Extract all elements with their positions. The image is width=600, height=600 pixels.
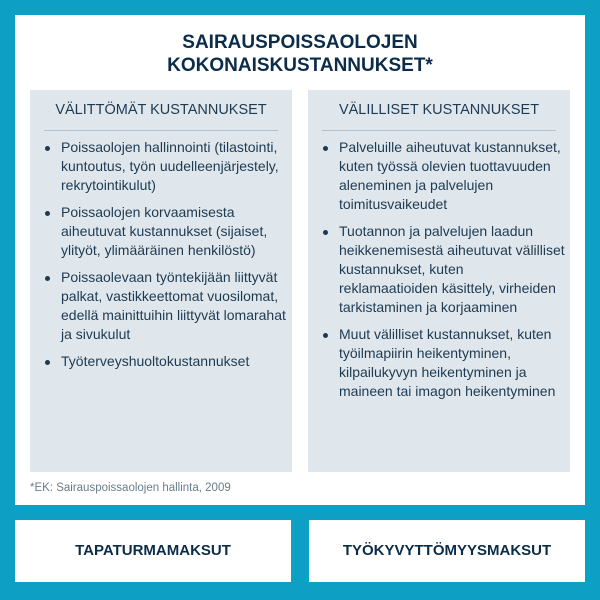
divider <box>44 130 278 131</box>
indirect-costs-list <box>322 138 566 409</box>
direct-costs-panel <box>30 90 292 472</box>
indirect-costs-heading: VÄLILLISET KUSTANNUKSET <box>338 102 540 118</box>
list-item-text: Tuotannon ja palvelujen laadun heikkenemisestä aiheutuvat välilliset kustannukset, kuten reklamaatioiden käsittely, virheiden tarkistaminen ja korjaaminen <box>339 223 565 315</box>
bullet-icon <box>45 360 50 365</box>
list-item-text: Poissaolojen korvaamisesta aiheutuvat kustannukset (sijaiset, ylityöt, ylimääräinen henkilöstö) <box>61 204 268 258</box>
list-item-text: Muut välilliset kustannukset, kuten työilmapiirin heikentyminen, kilpailukyvyn heikentyminen ja maineen tai imagon heikentyminen <box>339 326 556 399</box>
list-item <box>322 138 566 214</box>
bullet-icon <box>323 333 328 338</box>
diagram-title <box>15 31 585 77</box>
disability-payments-box: TYÖKYVYTTÖMYYSMAKSUT <box>309 520 585 582</box>
list-item-text: Poissaolevaan työntekijään liittyvät palkat, vastikkeettomat vuosilomat, edellä mainittuihin liittyvät lomarahat ja sivukulut <box>61 269 286 342</box>
list-item <box>44 203 288 260</box>
cost-card <box>15 15 585 505</box>
bullet-icon <box>323 230 328 235</box>
bullet-icon <box>323 146 328 151</box>
direct-costs-list <box>44 138 288 379</box>
title-line-2: KOKONAISKUSTANNUKSET* <box>167 55 433 76</box>
title-line-1: SAIRAUSPOISSAOLOJEN <box>182 32 418 53</box>
list-item <box>322 325 566 401</box>
divider <box>322 130 556 131</box>
list-item-text: Poissaolojen hallinnointi (tilastointi, kuntoutus, työn uudelleenjärjestely, rekrytointikulut) <box>61 139 279 193</box>
list-item <box>44 138 288 195</box>
list-item <box>322 222 566 317</box>
list-item-text: Työterveyshuoltokustannukset <box>61 353 250 369</box>
direct-costs-heading: VÄLITTÖMÄT KUSTANNUKSET <box>55 102 267 118</box>
list-item <box>44 352 288 371</box>
indirect-costs-panel <box>308 90 570 472</box>
list-item-text: Palveluille aiheutuvat kustannukset, kuten työssä olevien tuottavuuden aleneminen ja palvelujen toimitusvaikeudet <box>339 139 561 212</box>
source-footnote: *EK: Sairauspoissaolojen hallinta, 2009 <box>30 482 231 494</box>
bullet-icon <box>45 276 50 281</box>
bullet-icon <box>45 146 50 151</box>
list-item <box>44 268 288 344</box>
accident-insurance-box: TAPATURMAMAKSUT <box>15 520 291 582</box>
bullet-icon <box>45 211 50 216</box>
